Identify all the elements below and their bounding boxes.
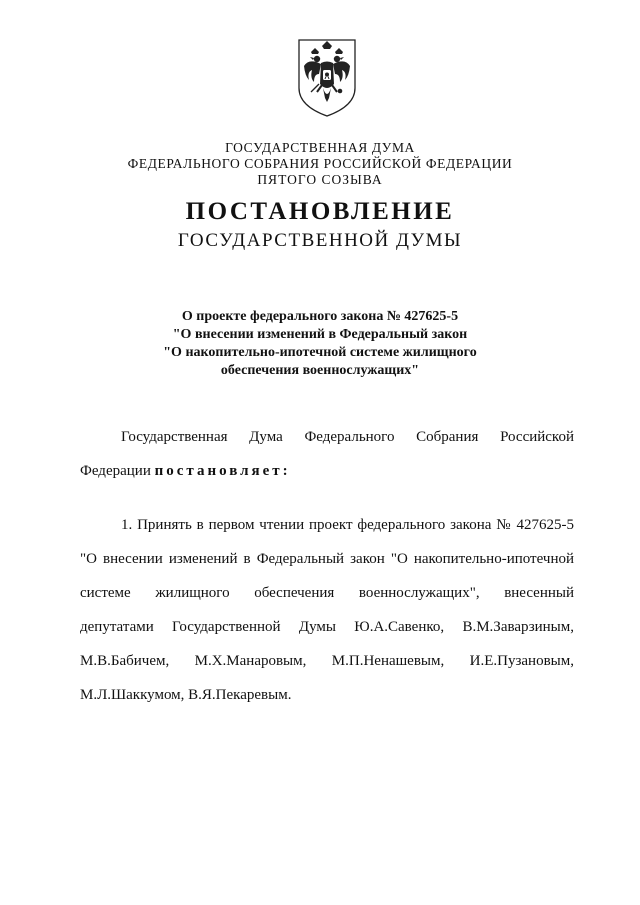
paragraph-line: Государственная Дума Федерального Собрания Российской xyxy=(121,429,574,445)
subject-line: "О внесении изменений в Федеральный закон xyxy=(172,327,468,342)
paragraph-line: 1. Принять в первом чтении проект федерального закона № 427625-5 xyxy=(121,517,574,533)
document-subject xyxy=(120,308,520,380)
header-line-federal-assembly: ФЕДЕРАЛЬНОГО СОБРАНИЯ РОССИЙСКОЙ ФЕДЕРАЦИИ xyxy=(127,156,513,171)
paragraph-line: системе жилищного обеспечения военнослужащих", внесенный xyxy=(80,585,574,601)
paragraph-line: М.Л.Шаккумом, В.Я.Пекаревым. xyxy=(80,687,292,703)
paragraph-line xyxy=(80,454,574,488)
document-subtitle: ГОСУДАРСТВЕННОЙ ДУМЫ xyxy=(177,230,463,251)
resolution-item-1 xyxy=(80,508,574,712)
paragraph-line: "О внесении изменений в Федеральный закон "О накопительно-ипотечной xyxy=(80,551,574,567)
paragraph-line: депутатами Государственной Думы Ю.А.Савенко, В.М.Заварзиным, xyxy=(80,619,574,635)
resolution-verb: постановляет: xyxy=(154,463,291,479)
resolution-paragraph xyxy=(80,420,574,488)
paragraph-line: М.В.Бабичем, М.Х.Манаровым, М.П.Ненашевым, И.Е.Пузановым, xyxy=(80,653,574,669)
paragraph-text: Федерации xyxy=(80,463,155,479)
subject-line: О проекте федерального закона № 427625-5 xyxy=(181,309,459,324)
subject-line: обеспечения военнослужащих" xyxy=(220,363,420,378)
coat-of-arms-emblem xyxy=(295,36,359,118)
document-title: ПОСТАНОВЛЕНИЕ xyxy=(185,198,455,225)
header-line-convocation: ПЯТОГО СОЗЫВА xyxy=(257,172,383,187)
header-line-state-duma: ГОСУДАРСТВЕННАЯ ДУМА xyxy=(225,140,415,155)
subject-line: "О накопительно-ипотечной системе жилищного xyxy=(163,345,477,360)
